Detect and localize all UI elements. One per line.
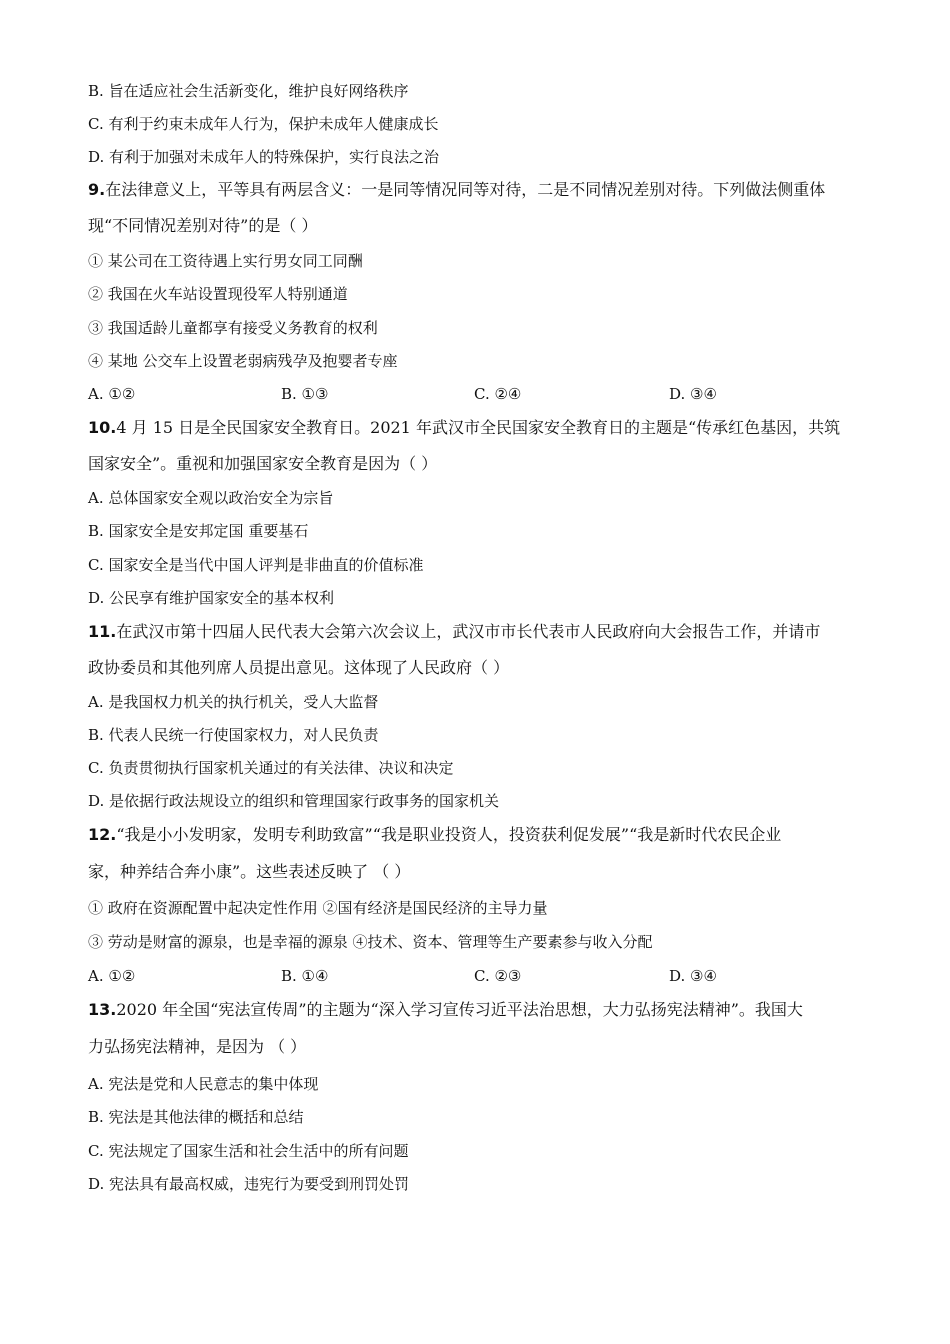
q9-item-1: ① 某公司在工资待遇上实行男女同工同酬 <box>88 252 363 270</box>
q13-option-d: D. 宪法具有最高权威，违宪行为要受到刑罚处罚 <box>88 1175 410 1193</box>
q12-choice-c: C. ②③ <box>474 967 522 985</box>
q10-option-d: D. 公民享有维护国家安全的基本权利 <box>88 589 335 607</box>
q9-stem-line1: 9.在法律意义上，平等具有两层含义：一是同等情况同等对待，二是不同情况差别对待。下列做法侧重体 <box>88 180 826 199</box>
q12-choice-d: D. ③④ <box>669 967 717 985</box>
q11-stem-line2: 政协委员和其他列席人员提出意见。这体现了人民政府（ ） <box>88 658 510 677</box>
q9-item-4: ④ 某地 公交车上设置老弱病残孕及抱婴者专座 <box>88 352 398 370</box>
q9-choice-b: B. ①③ <box>281 385 329 403</box>
q12-items-row1: ① 政府在资源配置中起决定性作用 ②国有经济是国民经济的主导力量 <box>88 899 548 917</box>
q12-choice-b: B. ①④ <box>281 967 329 985</box>
q10-option-c: C. 国家安全是当代中国人评判是非曲直的价值标准 <box>88 556 424 574</box>
q9-choice-a: A. ①② <box>88 385 136 403</box>
q8-option-c: C. 有利于约束未成年人行为，保护未成年人健康成长 <box>88 115 439 133</box>
q9-choice-c: C. ②④ <box>474 385 522 403</box>
q10-option-b: B. 国家安全是安邦定国 重要基石 <box>88 522 309 540</box>
q13-stem-line2: 力弘扬宪法精神，是因为 （ ） <box>88 1037 307 1056</box>
q9-item-2: ② 我国在火车站设置现役军人特别通道 <box>88 285 348 303</box>
q12-stem-line2: 家，种养结合奔小康”。这些表述反映了 （ ） <box>88 862 411 881</box>
q9-choices <box>88 384 868 404</box>
q10-number: 10. <box>88 418 117 437</box>
q10-stem-line2: 国家安全”。重视和加强国家安全教育是因为（ ） <box>88 454 438 473</box>
q8-option-d: D. 有利于加强对未成年人的特殊保护，实行良法之治 <box>88 148 440 166</box>
q11-option-b: B. 代表人民统一行使国家权力，对人民负责 <box>88 726 379 744</box>
q12-choice-a: A. ①② <box>88 967 136 985</box>
q12-number: 12. <box>88 825 117 844</box>
q10-option-a: A. 总体国家安全观以政治安全为宗旨 <box>88 489 334 507</box>
q9-number: 9. <box>88 180 106 199</box>
q13-number: 13. <box>88 1000 117 1019</box>
q10-stem-line1: 10.4 月 15 日是全民国家安全教育日。2021 年武汉市全民国家安全教育日的主题是“传承红色基因，共筑 <box>88 418 841 437</box>
q9-choice-d: D. ③④ <box>669 385 717 403</box>
q11-option-a: A. 是我国权力机关的执行机关，受人大监督 <box>88 693 379 711</box>
q9-item-3: ③ 我国适龄儿童都享有接受义务教育的权利 <box>88 319 378 337</box>
q13-option-c: C. 宪法规定了国家生活和社会生活中的所有问题 <box>88 1142 409 1160</box>
q13-stem-line1: 13.2020 年全国“宪法宣传周”的主题为“深入学习宣传习近平法治思想，大力弘扬宪法精神”。我国大 <box>88 1000 803 1019</box>
q13-option-b: B. 宪法是其他法律的概括和总结 <box>88 1108 304 1126</box>
q11-stem-line1: 11.在武汉市第十四届人民代表大会第六次会议上，武汉市市长代表市人民政府向大会报告工作，并请市 <box>88 622 821 641</box>
q13-option-a: A. 宪法是党和人民意志的集中体现 <box>88 1075 319 1093</box>
q12-items-row2: ③ 劳动是财富的源泉，也是幸福的源泉 ④技术、资本、管理等生产要素参与收入分配 <box>88 933 653 951</box>
q11-option-d: D. 是依据行政法规设立的组织和管理国家行政事务的国家机关 <box>88 792 500 810</box>
q8-option-b: B. 旨在适应社会生活新变化，维护良好网络秩序 <box>88 82 409 100</box>
q11-number: 11. <box>88 622 117 641</box>
q12-choices <box>88 966 868 986</box>
q12-stem-line1: 12.“我是小小发明家，发明专利助致富”“我是职业投资人，投资获利促发展”“我是新时代农民企业 <box>88 825 782 844</box>
q9-stem-line2: 现“不同情况差别对待”的是（ ） <box>88 216 318 235</box>
q11-option-c: C. 负责贯彻执行国家机关通过的有关法律、决议和决定 <box>88 759 454 777</box>
